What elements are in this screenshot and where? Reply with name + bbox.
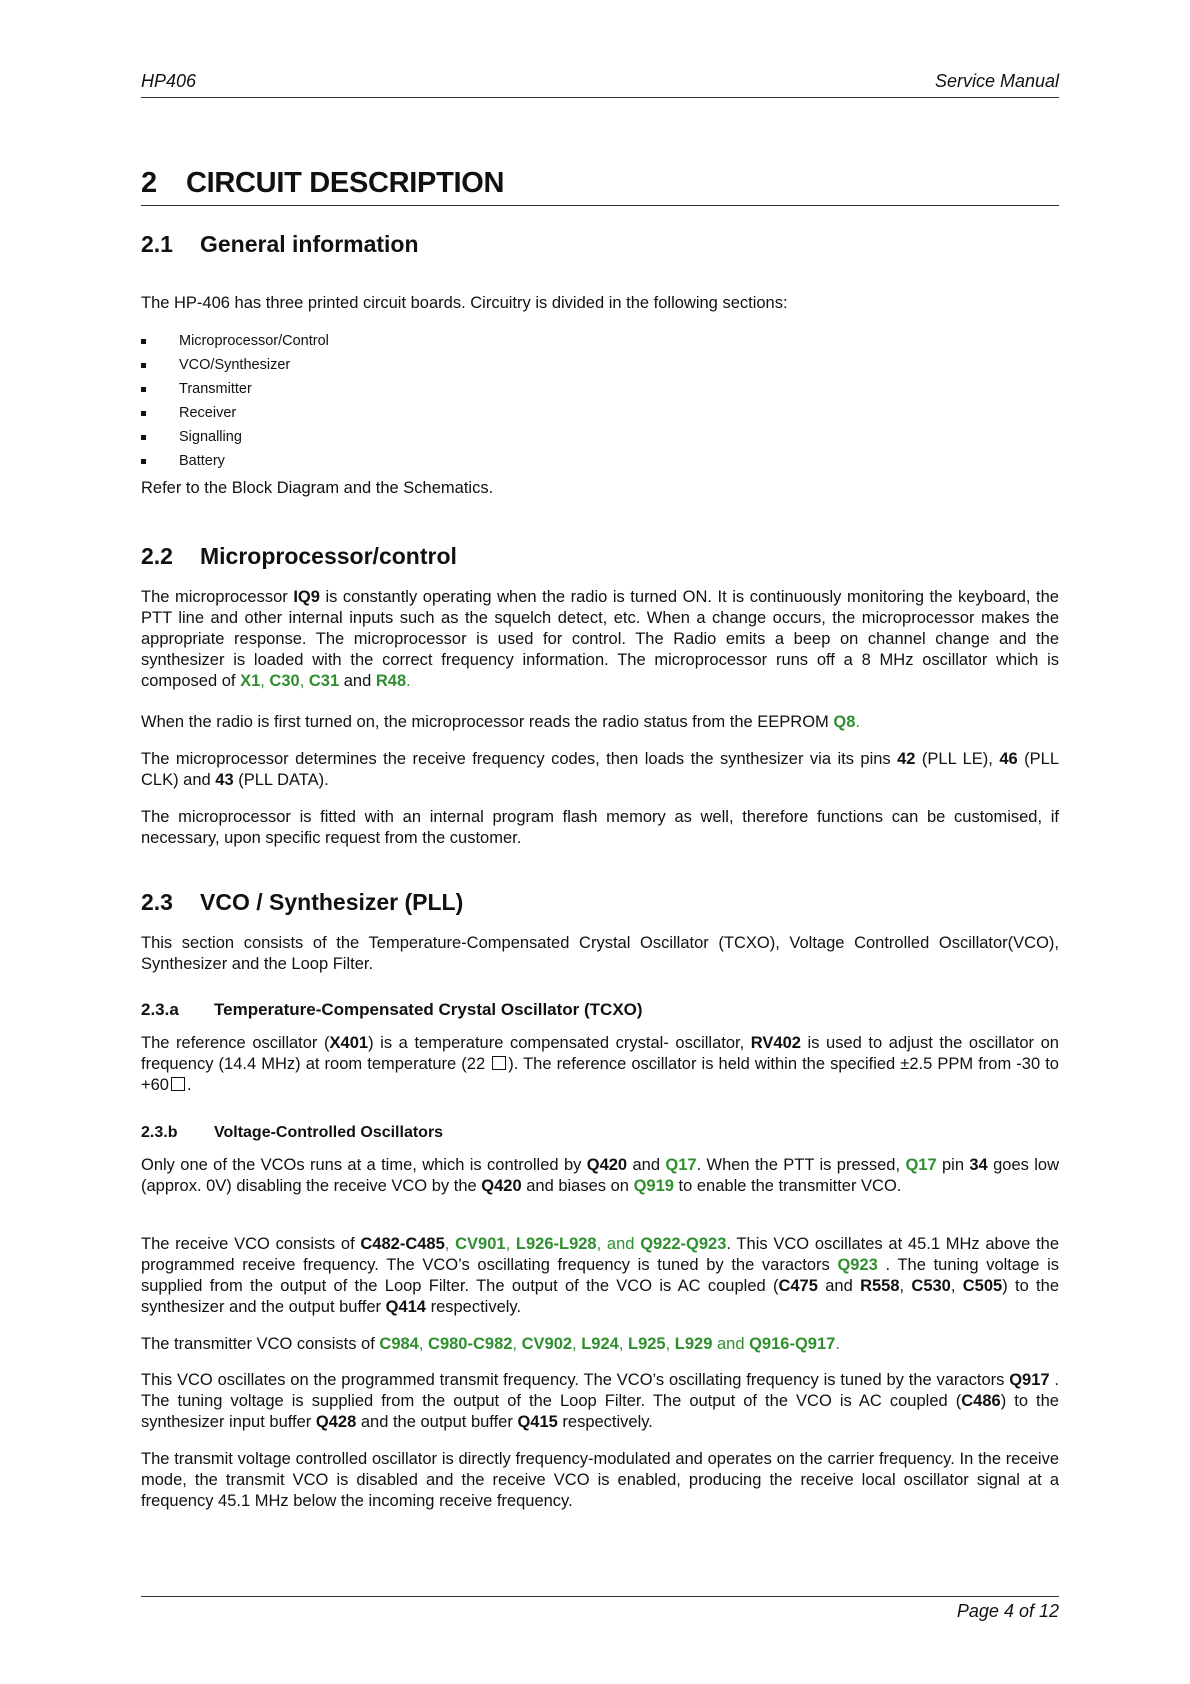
s23-paragraph-1: This section consists of the Temperature-Compensated Crystal Oscillator (TCXO), Voltage Controlled Oscillator(VCO), Synthesizer and the Loop Filter. — [141, 934, 1059, 973]
s21-intro: The HP-406 has three printed circuit boards. Circuitry is divided in the following sections: — [141, 294, 788, 312]
missing-glyph-box — [492, 1056, 506, 1070]
s23b-paragraph-5: The transmit voltage controlled oscillator is directly frequency-modulated and operates on the carrier frequency. In the receive mode, the transmit VCO is disabled and the receive VCO is enabled, producing the receive local oscillator signal at a frequency 45.1 MHz below the incoming receive frequency. — [141, 1450, 1059, 1510]
subsection-heading-2-3-b: 2.3.b Voltage-Controlled Oscillators — [141, 1124, 444, 1141]
sections-list — [141, 329, 329, 473]
s23b-paragraph-3: The transmitter VCO consists of C984, C980-C982, CV902, L924, L925, L929 and Q916-Q917. — [141, 1335, 840, 1353]
list-item: VCO/Synthesizer — [141, 353, 329, 377]
s22-paragraph-1: The microprocessor IQ9 is constantly operating when the radio is turned ON. It is continuously monitoring the keyboard, the PTT line and other internal inputs such as the squelch detect, etc. When a change occurs, the microprocessor makes the appropriate response. The microprocessor is used for control. The Radio emits a beep on channel change and the synthesizer is loaded with the correct frequency information. The microprocessor runs off a 8 MHz oscillator which is composed of X1, C30, C31 and R48. — [141, 588, 1059, 690]
list-item: Microprocessor/Control — [141, 329, 329, 353]
section-title: General information — [200, 231, 419, 257]
bullet-icon — [141, 339, 146, 344]
s23b-paragraph-4: This VCO oscillates on the programmed transmit frequency. The VCO’s oscillating frequency is tuned by the varactors Q917 . The tuning voltage is supplied from the output of the Loop Filter. The output of the VCO is AC coupled (C486) to the synthesizer input buffer Q428 and the output buffer Q415 respectively. — [141, 1371, 1060, 1431]
s22-paragraph-3: The microprocessor determines the receive frequency codes, then loads the synthesizer via its pins 42 (PLL LE), 46 (PLL CLK) and 43 (PLL DATA). — [141, 750, 1060, 789]
section-title: VCO / Synthesizer (PLL) — [200, 889, 464, 915]
bullet-icon — [141, 435, 146, 440]
list-item: Receiver — [141, 401, 329, 425]
page-header — [141, 71, 1059, 98]
bullet-icon — [141, 387, 146, 392]
list-item: Signalling — [141, 425, 329, 449]
s22-paragraph-4: The microprocessor is fitted with an internal program flash memory as well, therefore functions can be customised, if necessary, upon specific request from the customer. — [141, 808, 1059, 847]
list-item: Battery — [141, 449, 329, 473]
bullet-icon — [141, 363, 146, 368]
section-number: 2.2 — [141, 543, 173, 569]
header-model: HP406 — [141, 71, 197, 91]
page-number: Page 4 of 12 — [956, 1601, 1059, 1621]
section-heading-2-1 — [141, 231, 419, 258]
section-heading-2-2 — [141, 543, 457, 570]
chapter-heading — [141, 167, 1059, 206]
header-doc-title: Service Manual — [934, 71, 1059, 91]
bullet-icon — [141, 411, 146, 416]
section-number: 2.3 — [141, 889, 173, 915]
chapter-number: 2 — [141, 167, 157, 199]
page-footer — [141, 1596, 1059, 1622]
bullet-icon — [141, 459, 146, 464]
chapter-title: CIRCUIT DESCRIPTION — [186, 167, 505, 199]
s22-paragraph-2: When the radio is first turned on, the microprocessor reads the radio status from the EEPROM Q8. — [141, 713, 860, 731]
subsection-heading-2-3-a: 2.3.a Temperature-Compensated Crystal Oscillator (TCXO) — [141, 1000, 643, 1019]
s21-outro: Refer to the Block Diagram and the Schematics. — [141, 479, 494, 497]
section-number: 2.1 — [141, 231, 173, 257]
section-title: Microprocessor/control — [200, 543, 457, 569]
s23b-paragraph-2: The receive VCO consists of C482-C485, CV901, L926-L928, and Q922-Q923. This VCO oscillates at 45.1 MHz above the programmed receive frequency. The VCO’s oscillating frequency is tuned by the varactors Q923 . The tuning voltage is supplied from the output of the Loop Filter. The output of the VCO is AC coupled (C475 and R558, C530, C505) to the synthesizer and the output buffer Q414 respectively. — [141, 1235, 1060, 1316]
missing-glyph-box — [171, 1077, 185, 1091]
s23a-paragraph: The reference oscillator (X401) is a temperature compensated crystal- oscillator, RV402 is used to adjust the oscillator on frequency (14.4 MHz) at room temperature (22 ). The reference oscillator is held within the specified ±2.5 PPM from -30 to +60 . — [141, 1034, 1059, 1094]
s23b-paragraph-1: Only one of the VCOs runs at a time, which is controlled by Q420 and Q17. When the PTT is pressed, Q17 pin 34 goes low (approx. 0V) disabling the receive VCO by the Q420 and biases on Q919 to enable the transmitter VCO. — [141, 1156, 1059, 1195]
section-heading-2-3 — [141, 889, 463, 916]
list-item: Transmitter — [141, 377, 329, 401]
